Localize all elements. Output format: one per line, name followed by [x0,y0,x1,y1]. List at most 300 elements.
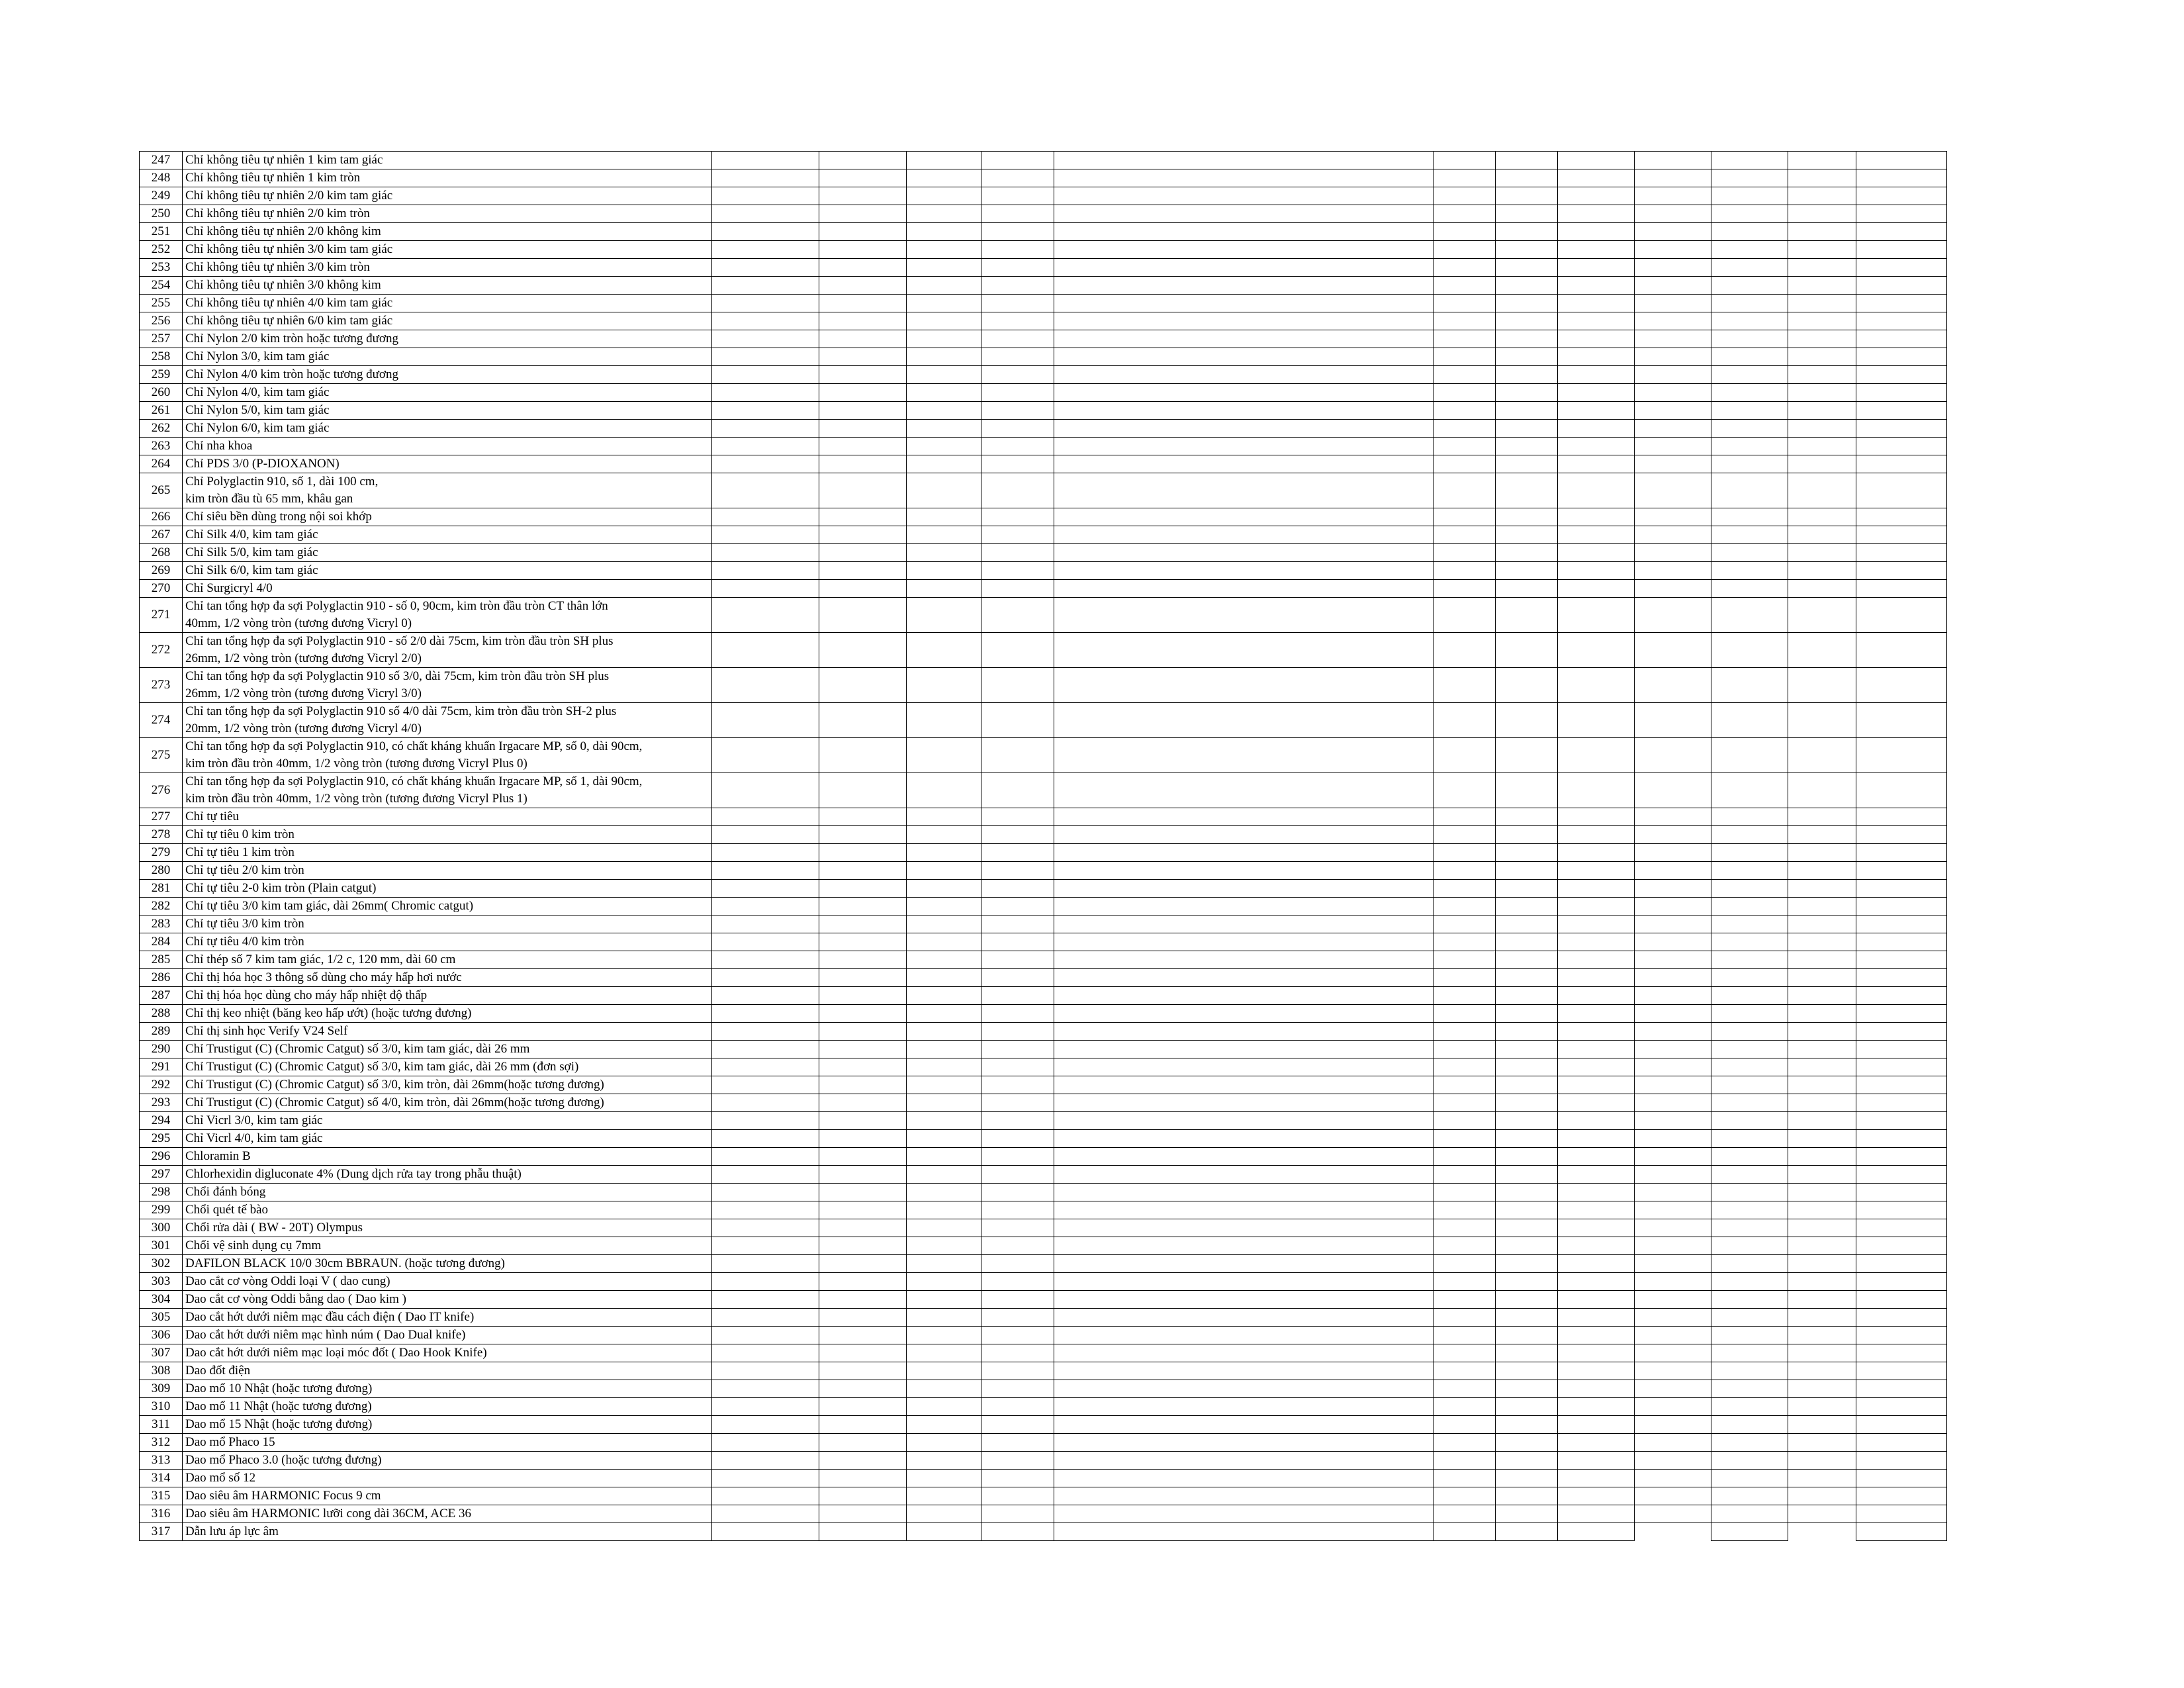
empty-cell [1711,508,1788,526]
item-name-cell: Chỉ không tiêu tự nhiên 1 kim tròn [183,169,712,187]
empty-cell [1496,366,1558,384]
empty-cell [1711,277,1788,295]
empty-cell [981,1112,1054,1130]
empty-cell [819,773,907,808]
empty-cell [819,1112,907,1130]
empty-cell [1054,438,1433,455]
empty-cell [981,169,1054,187]
empty-cell [819,152,907,169]
empty-cell [1433,402,1496,420]
empty-cell [1635,633,1711,668]
empty-cell [712,987,819,1005]
empty-cell [819,826,907,844]
empty-cell [1496,223,1558,241]
item-name-cell: Chỉ tan tổng hợp đa sợi Polyglactin 910, có chất kháng khuẩn Irgacare MP, số 1, dài 90cm, kim tròn đầu tròn 40mm, 1/2 vòng tròn (tương đương Vicryl Plus 1) [183,773,712,808]
empty-cell [1856,1327,1947,1344]
empty-cell [712,580,819,598]
empty-cell [712,508,819,526]
empty-cell [819,295,907,312]
empty-cell [1635,152,1711,169]
empty-cell [1711,544,1788,562]
empty-cell [1856,1041,1947,1058]
empty-cell [1496,384,1558,402]
empty-cell [1711,703,1788,738]
item-name-cell: Dao cắt hớt dưới niêm mạc loại móc đốt ( Dao Hook Knife) [183,1344,712,1362]
empty-cell [1856,1487,1947,1505]
item-name-cell: DAFILON BLACK 10/0 30cm BBRAUN. (hoặc tương đương) [183,1255,712,1273]
empty-cell [907,348,981,366]
item-name-cell: Chỉ Nylon 6/0, kim tam giác [183,420,712,438]
table-row [140,1470,1947,1487]
empty-cell [907,1523,981,1541]
empty-cell [1496,562,1558,580]
empty-cell [907,951,981,969]
row-number-cell: 299 [140,1201,183,1219]
empty-cell [1856,1112,1947,1130]
empty-cell [981,277,1054,295]
empty-cell [712,1184,819,1201]
empty-cell [819,1255,907,1273]
empty-cell [1635,562,1711,580]
table-row [140,633,1947,668]
empty-cell [1558,223,1635,241]
empty-cell [1788,366,1856,384]
empty-cell [1788,1237,1856,1255]
row-number-cell: 303 [140,1273,183,1291]
empty-cell [712,862,819,880]
empty-cell [819,951,907,969]
empty-cell [1635,933,1711,951]
empty-cell [1433,951,1496,969]
item-name-cell: Chỉ Silk 6/0, kim tam giác [183,562,712,580]
empty-cell [1054,508,1433,526]
empty-cell [1054,580,1433,598]
empty-cell [981,951,1054,969]
empty-cell [1788,826,1856,844]
empty-cell [1496,1023,1558,1041]
empty-cell [907,580,981,598]
table-row [140,598,1947,633]
empty-cell [1054,1273,1433,1291]
empty-cell [1635,1487,1711,1505]
empty-cell [1558,1416,1635,1434]
empty-cell [819,169,907,187]
empty-cell [981,295,1054,312]
empty-cell [907,1434,981,1452]
empty-cell [1558,969,1635,987]
item-name-cell: Chỉ Vicrl 3/0, kim tam giác [183,1112,712,1130]
empty-cell [1788,562,1856,580]
empty-cell [1433,223,1496,241]
empty-cell [1711,1076,1788,1094]
row-number-cell: 248 [140,169,183,187]
empty-cell [907,668,981,703]
empty-cell [1711,1309,1788,1327]
empty-cell [1788,951,1856,969]
empty-cell [907,1130,981,1148]
empty-cell [1856,633,1947,668]
empty-cell [981,384,1054,402]
row-number-cell: 276 [140,773,183,808]
empty-cell [1635,703,1711,738]
empty-cell [1496,241,1558,259]
empty-cell [907,773,981,808]
row-number-cell: 249 [140,187,183,205]
empty-cell [981,1344,1054,1362]
empty-cell [981,1237,1054,1255]
table-row [140,773,1947,808]
empty-cell [1635,169,1711,187]
empty-cell [1496,1219,1558,1237]
empty-cell [1711,1005,1788,1023]
empty-cell [1635,668,1711,703]
empty-cell [712,402,819,420]
item-name-cell: Dao mổ Phaco 3.0 (hoặc tương đương) [183,1452,712,1470]
item-name-cell: Chỉ Trustigut (C) (Chromic Catgut) số 3/0, kim tam giác, dài 26 mm [183,1041,712,1058]
empty-cell [981,862,1054,880]
empty-cell [1856,1219,1947,1237]
empty-cell [1054,348,1433,366]
empty-cell [981,773,1054,808]
empty-cell [1711,1094,1788,1112]
empty-cell [1711,455,1788,473]
table-row [140,844,1947,862]
empty-cell [1433,808,1496,826]
table-row [140,562,1947,580]
empty-cell [1496,402,1558,420]
empty-cell [981,969,1054,987]
empty-cell [1635,1201,1711,1219]
row-number-cell: 290 [140,1041,183,1058]
table-row [140,330,1947,348]
empty-cell [981,455,1054,473]
table-row [140,1201,1947,1219]
item-name-cell: Chỉ không tiêu tự nhiên 6/0 kim tam giác [183,312,712,330]
empty-cell [981,312,1054,330]
empty-cell [1558,633,1635,668]
empty-cell [1558,898,1635,915]
empty-cell [1558,1344,1635,1362]
empty-cell [819,348,907,366]
empty-cell [1856,455,1947,473]
empty-cell [1054,241,1433,259]
item-name-cell: Chổi rửa dài ( BW - 20T) Olympus [183,1219,712,1237]
empty-cell [712,633,819,668]
empty-cell [1433,862,1496,880]
empty-cell [1496,1505,1558,1523]
empty-cell [1856,295,1947,312]
empty-cell [1558,508,1635,526]
empty-cell [907,969,981,987]
empty-cell [819,1201,907,1219]
empty-cell [1635,880,1711,898]
empty-cell [712,1380,819,1398]
empty-cell [1856,598,1947,633]
table-row [140,1434,1947,1452]
empty-cell [712,1327,819,1344]
table-row [140,1398,1947,1416]
empty-cell [1635,438,1711,455]
empty-cell [1496,277,1558,295]
row-number-cell: 300 [140,1219,183,1237]
empty-cell [1711,826,1788,844]
row-number-cell: 268 [140,544,183,562]
empty-cell [1054,1094,1433,1112]
item-name-cell: Chỉ tự tiêu [183,808,712,826]
empty-cell [981,1487,1054,1505]
empty-cell [981,1416,1054,1434]
empty-cell [1788,844,1856,862]
empty-cell [1054,1148,1433,1166]
empty-cell [1054,205,1433,223]
empty-cell [907,223,981,241]
empty-cell [1856,1005,1947,1023]
empty-cell [1711,915,1788,933]
empty-cell [1711,526,1788,544]
table-row [140,1130,1947,1148]
empty-cell [907,420,981,438]
item-name-cell: Chỉ thép số 7 kim tam giác, 1/2 c, 120 mm, dài 60 cm [183,951,712,969]
empty-cell [1711,366,1788,384]
empty-cell [1054,384,1433,402]
table-row [140,438,1947,455]
empty-cell [1054,1219,1433,1237]
empty-cell [1433,259,1496,277]
empty-cell [1054,915,1433,933]
empty-cell [1433,1058,1496,1076]
row-number-cell: 281 [140,880,183,898]
row-number-cell: 315 [140,1487,183,1505]
empty-cell [1788,544,1856,562]
empty-cell [1558,773,1635,808]
empty-cell [1711,1237,1788,1255]
empty-cell [1054,898,1433,915]
empty-cell [1788,420,1856,438]
empty-cell [1635,826,1711,844]
row-number-cell: 311 [140,1416,183,1434]
empty-cell [1558,277,1635,295]
empty-cell [1635,473,1711,508]
empty-cell [1496,455,1558,473]
empty-cell [1558,1362,1635,1380]
item-name-cell: Chỉ Silk 4/0, kim tam giác [183,526,712,544]
empty-cell [1054,526,1433,544]
empty-cell [1711,312,1788,330]
empty-cell [1433,1166,1496,1184]
empty-cell [1558,152,1635,169]
item-name-cell: Chổi đánh bóng [183,1184,712,1201]
empty-cell [712,205,819,223]
item-name-cell: Chổi vệ sinh dụng cụ 7mm [183,1237,712,1255]
table-row [140,1309,1947,1327]
empty-cell [1433,1130,1496,1148]
empty-cell [981,580,1054,598]
empty-cell [1635,1237,1711,1255]
item-name-cell: Chỉ tự tiêu 1 kim tròn [183,844,712,862]
empty-cell [1496,844,1558,862]
empty-cell [907,844,981,862]
empty-cell [1496,1309,1558,1327]
empty-cell [1496,1005,1558,1023]
empty-cell [819,1184,907,1201]
empty-cell [1496,1130,1558,1148]
table-row [140,1148,1947,1166]
item-name-cell: Chỉ không tiêu tự nhiên 2/0 không kim [183,223,712,241]
empty-cell [1711,1327,1788,1344]
empty-cell [712,1273,819,1291]
empty-cell [1856,1255,1947,1273]
empty-cell [1054,455,1433,473]
empty-cell [1635,1255,1711,1273]
table-row [140,1327,1947,1344]
item-name-cell: Chỉ Nylon 4/0, kim tam giác [183,384,712,402]
empty-cell [1788,633,1856,668]
empty-cell [981,1184,1054,1201]
empty-cell [981,1380,1054,1398]
empty-cell [819,438,907,455]
empty-cell [1635,598,1711,633]
item-name-cell: Chỉ Nylon 4/0 kim tròn hoặc tương đương [183,366,712,384]
empty-cell [907,1470,981,1487]
empty-cell [819,844,907,862]
empty-cell [1856,1362,1947,1380]
empty-cell [907,1505,981,1523]
empty-cell [981,366,1054,384]
empty-cell [1856,187,1947,205]
empty-cell [1635,1505,1711,1523]
empty-cell [1711,420,1788,438]
empty-cell [907,1112,981,1130]
empty-cell [1496,473,1558,508]
empty-cell [1856,1166,1947,1184]
empty-cell [1558,1058,1635,1076]
row-number-cell: 252 [140,241,183,259]
item-name-cell: Chỉ Trustigut (C) (Chromic Catgut) số 3/0, kim tam giác, dài 26 mm (đơn sợi) [183,1058,712,1076]
empty-cell [1856,1094,1947,1112]
empty-cell [819,544,907,562]
empty-cell [1496,508,1558,526]
empty-cell [819,402,907,420]
empty-cell [1558,526,1635,544]
empty-cell [1635,259,1711,277]
empty-cell [819,473,907,508]
empty-cell [1788,580,1856,598]
row-number-cell: 255 [140,295,183,312]
empty-cell [1433,1237,1496,1255]
empty-cell [1635,1112,1711,1130]
row-number-cell: 307 [140,1344,183,1362]
empty-cell [712,1237,819,1255]
item-name-cell: Dao cắt cơ vòng Oddi bằng dao ( Dao kim ) [183,1291,712,1309]
empty-cell [1496,862,1558,880]
empty-cell [1054,1434,1433,1452]
empty-cell [819,526,907,544]
empty-cell [1433,366,1496,384]
item-name-cell: Chỉ không tiêu tự nhiên 2/0 kim tròn [183,205,712,223]
row-number-cell: 296 [140,1148,183,1166]
empty-cell [1054,277,1433,295]
table-row [140,1523,1947,1541]
empty-cell [907,1344,981,1362]
empty-cell [712,152,819,169]
empty-cell [1496,668,1558,703]
empty-cell [907,169,981,187]
empty-cell [1788,1523,1856,1541]
empty-cell [1788,223,1856,241]
empty-cell [1558,1505,1635,1523]
empty-cell [1711,773,1788,808]
empty-cell [1054,330,1433,348]
empty-cell [1788,1398,1856,1416]
empty-cell [907,1058,981,1076]
empty-cell [1496,1291,1558,1309]
empty-cell [1711,969,1788,987]
empty-cell [1433,384,1496,402]
empty-cell [819,898,907,915]
empty-cell [1635,1148,1711,1166]
table-row [140,223,1947,241]
empty-cell [712,1505,819,1523]
empty-cell [981,598,1054,633]
empty-cell [981,508,1054,526]
empty-cell [1635,348,1711,366]
empty-cell [1496,915,1558,933]
empty-cell [712,438,819,455]
empty-cell [1635,773,1711,808]
empty-cell [1496,933,1558,951]
empty-cell [819,384,907,402]
empty-cell [1433,1505,1496,1523]
table-row [140,473,1947,508]
row-number-cell: 292 [140,1076,183,1094]
empty-cell [712,1041,819,1058]
empty-cell [1433,703,1496,738]
empty-cell [1856,384,1947,402]
empty-cell [1635,402,1711,420]
empty-cell [1496,544,1558,562]
empty-cell [1558,703,1635,738]
empty-cell [1856,152,1947,169]
item-name-cell: Chỉ tự tiêu 2-0 kim tròn (Plain catgut) [183,880,712,898]
empty-cell [1433,187,1496,205]
empty-cell [1711,898,1788,915]
empty-cell [1496,1398,1558,1416]
empty-cell [1635,1452,1711,1470]
empty-cell [907,187,981,205]
empty-cell [1054,187,1433,205]
empty-cell [1433,438,1496,455]
empty-cell [1496,1470,1558,1487]
empty-cell [1635,808,1711,826]
table-row [140,1291,1947,1309]
empty-cell [1433,455,1496,473]
row-number-cell: 267 [140,526,183,544]
table-row [140,1041,1947,1058]
empty-cell [1433,169,1496,187]
row-number-cell: 284 [140,933,183,951]
empty-cell [1558,915,1635,933]
table-row [140,880,1947,898]
empty-cell [1433,598,1496,633]
item-name-cell: Chỉ tan tổng hợp đa sợi Polyglactin 910, có chất kháng khuẩn Irgacare MP, số 0, dài 90cm, kim tròn đầu tròn 40mm, 1/2 vòng tròn (tương đương Vicryl Plus 0) [183,738,712,773]
empty-cell [1788,898,1856,915]
empty-cell [712,241,819,259]
row-number-cell: 294 [140,1112,183,1130]
empty-cell [1635,366,1711,384]
empty-cell [907,544,981,562]
empty-cell [819,312,907,330]
empty-cell [1788,402,1856,420]
